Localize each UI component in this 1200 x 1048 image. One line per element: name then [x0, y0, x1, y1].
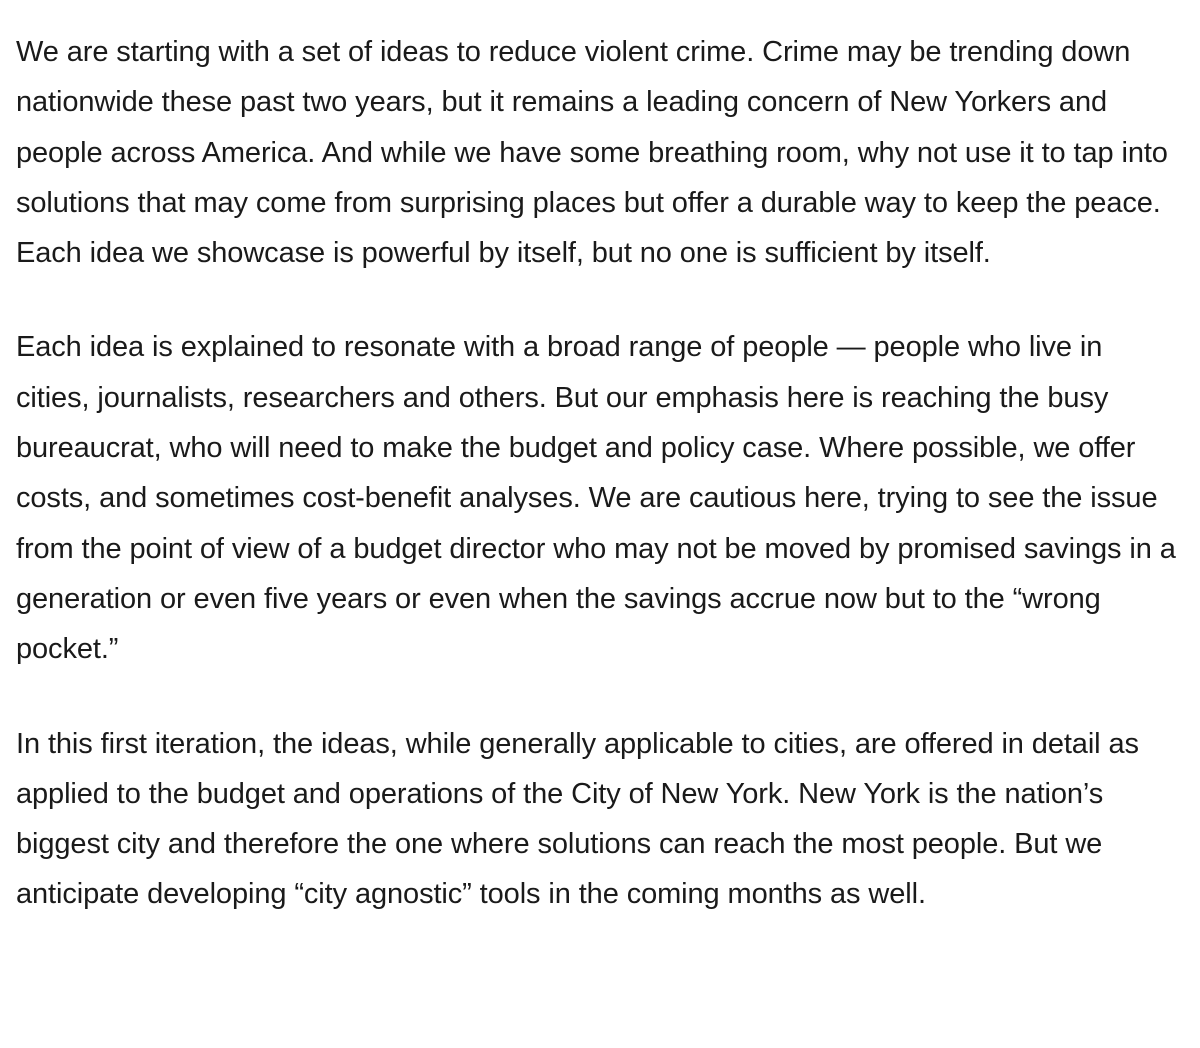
paragraph-audience: Each idea is explained to resonate with a broad range of people — people who live in cities, journalists, researchers and others. But our emphasis here is reaching the busy bureaucrat, who will need to make the budget and policy case. Where possible, we offer costs, and sometimes cost-benefit analyses. We are cautious here, trying to see the issue from the point of view of a budget director who may not be moved by promised savings in a generation or even five years or even when the savings accrue now but to the “wrong pocket.” — [16, 331, 1176, 666]
paragraph-first-iteration: In this first iteration, the ideas, while generally applicable to cities, are offered in detail as applied to the budget and operations of the City of New York. New York is the nation’s biggest city and therefore the one where solutions can reach the most people. But we anticipate developing “city agnostic” tools in the coming months as well. — [16, 727, 1139, 911]
paragraph-intro: We are starting with a set of ideas to reduce violent crime. Crime may be trending down nationwide these past two years, but it remains a leading concern of New Yorkers and people across America. And while we have some breathing room, why not use it to tap into solutions that may come from surprising places but offer a durable way to keep the peace. Each idea we showcase is powerful by itself, but no one is sufficient by itself. — [16, 36, 1168, 270]
